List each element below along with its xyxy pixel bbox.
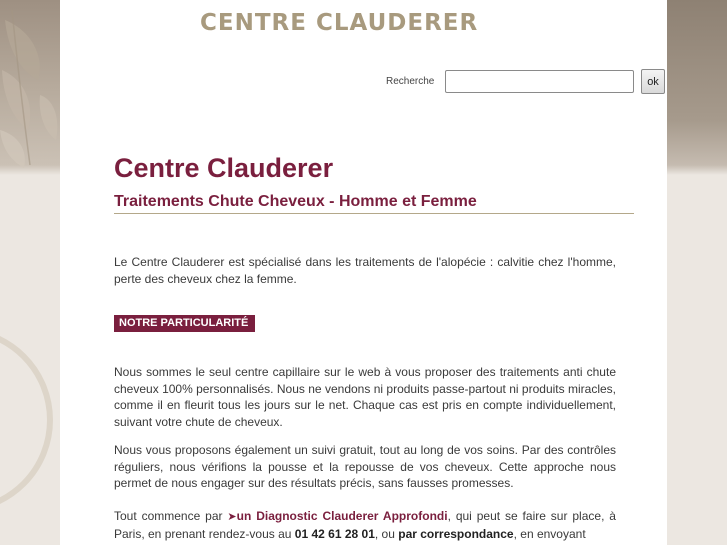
site-logo[interactable]: CENTRE CLAUDERER [200,10,479,36]
diagnostic-text-2: , qui peut se faire sur place, à Paris, en prenant rendez-vous au [114,509,616,541]
diagnostic-link[interactable]: un Diagnostic Clauderer Approfondi [236,509,448,523]
section-badge: NOTRE PARTICULARITÉ [114,315,255,332]
page-subtitle: Traitements Chute Cheveux - Homme et Femme [114,193,477,210]
search-submit-button[interactable]: ok [641,69,665,94]
diagnostic-text-3: , ou [374,526,395,541]
diagnostic-text-1: Tout commence par [114,509,223,523]
diagnostic-text-4: , en envoyant [513,526,586,541]
right-decor-panel [667,0,727,545]
page-title: Centre Clauderer [114,153,334,183]
search-label: Recherche [386,76,435,87]
diagnostic-paragraph [114,508,616,542]
title-divider [114,213,634,214]
intro-paragraph: Le Centre Clauderer est spécialisé dans les traitements de l'alopécie : calvitie chez l'homme, perte des cheveux chez la femme. [114,255,616,286]
follow-up-paragraph: Nous vous proposons également un suivi gratuit, tout au long de vos soins. Par des contrôles réguliers, nous vérifions la pousse et la repousse de vos cheveux. Cette approche nous permet de nous engager sur des résultats précis, sans fausses promesses. [114,443,616,490]
correspondence-text: par correspondance [398,526,514,541]
particularity-paragraph: Nous sommes le seul centre capillaire sur le web à vous proposer des traitements anti chute cheveux 100% personnalisés. Nous ne vendons ni produits passe-partout ni produits miracles, comme il en fleurit tous les jours sur le net. Chaque cas est pris en compte individuellement, suivant votre chute de cheveux. [114,365,616,429]
arrow-right-icon: ➤ [227,511,237,523]
page-content [60,0,667,545]
leaf-decoration-icon [0,0,60,545]
phone-number: 01 42 61 28 01 [294,526,375,541]
left-decor-panel [0,0,60,545]
search-input[interactable] [445,70,634,93]
